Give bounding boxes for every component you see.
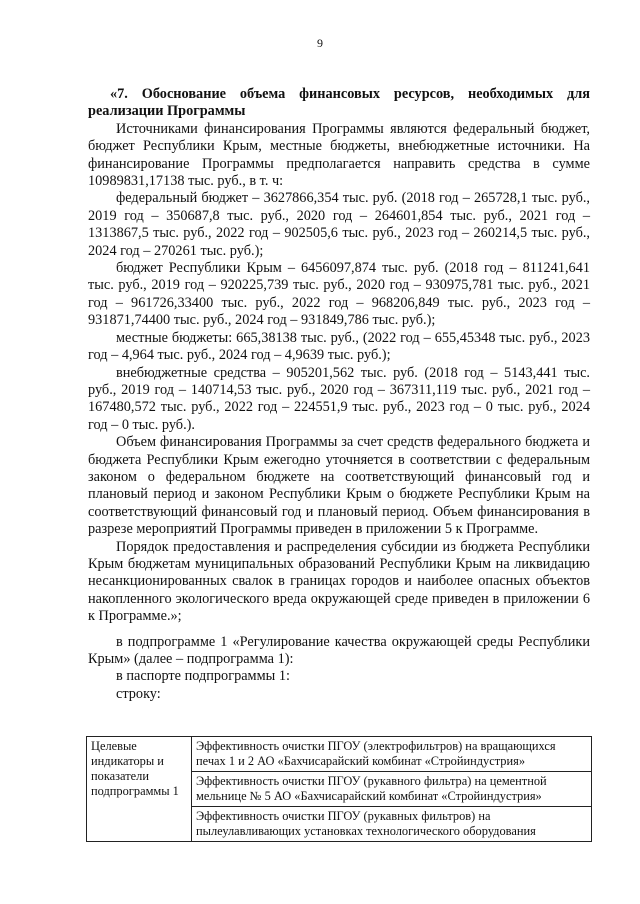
indicators-table [86,736,592,842]
section-heading: «7. Обоснование объема финансовых ресурсов, необходимых для реализации Программы [88,86,590,120]
page-number: 9 [317,36,323,50]
paragraph: федеральный бюджет – 3627866,354 тыс. руб. (2018 год – 265728,1 тыс. руб., 2019 год – 350687,8 тыс. руб., 2020 год – 264601,854 тыс. руб., 2021 год – 1313867,5 тыс. руб., 2022 год – 902505,6 тыс. руб., 2023 год – 260214,5 тыс. руб., 2024 год – 270261 тыс. руб.); [88,190,590,259]
paragraph: бюджет Республики Крым – 6456097,874 тыс. руб. (2018 год – 811241,641 тыс. руб., 2019 год – 920225,739 тыс. руб., 2020 год – 930975,781 тыс. руб., 2021 год – 961726,33400 тыс. руб., 2022 год – 968206,849 тыс. руб., 2023 год – 931871,74400 тыс. руб., 2024 год – 931849,786 тыс. руб.); [88,260,590,329]
table-cell: Эффективность очистки ПГОУ (электрофильтров) на вращающихся печах 1 и 2 АО «Бахчисарайский комбинат «Стройиндустрия» [192,737,592,772]
table-row [87,737,592,772]
paragraph: местные бюджеты: 665,38138 тыс. руб., (2022 год – 655,45348 тыс. руб., 2023 год – 4,964 тыс. руб., 2024 год – 4,9639 тыс. руб.); [88,329,590,364]
paragraph: Порядок предоставления и распределения субсидии из бюджета Республики Крым бюджетам муниципальных образований Республики Крым на ликвидацию несанкционированных свалок в границах городов и наиболее опасных объектов накопленного экологического вреда окружающей среде приведен в приложении 6 к Программе.»; [88,538,590,625]
table-label-cell: Целевые индикаторы и показатели подпрограммы 1 [87,737,192,842]
table-cell: Эффективность очистки ПГОУ (рукавных фильтров) на пылеулавливающих установках технологического оборудования [192,807,592,842]
paragraph: строку: [116,685,161,702]
paragraph: Объем финансирования Программы за счет средств федерального бюджета и бюджета Республики Крым ежегодно уточняется в соответствии с федеральным законом о федеральном бюджете на соответствующий финансовый год и плановый период и законом Республики Крым о бюджете Республики Крым на соответствующий финансовый год и плановый период. Объем финансирования в разрезе мероприятий Программы приведен в приложении 5 к Программе. [88,434,590,538]
paragraph: в паспорте подпрограммы 1: [116,668,290,685]
table-cell: Эффективность очистки ПГОУ (рукавного фильтра) на цементной мельнице № 5 АО «Бахчисарайский комбинат «Стройиндустрия» [192,772,592,807]
document-body [88,86,590,703]
paragraph-gap [88,626,590,634]
paragraph: в подпрограмме 1 «Регулирование качества окружающей среды Республики Крым» (далее – подпрограмма 1): [88,633,590,667]
paragraph: Источниками финансирования Программы являются федеральный бюджет, бюджет Республики Крым, местные бюджеты, внебюджетные источники. На финансирование Программы предполагается направить средства в сумме 10989831,17138 тыс. руб., в т. ч: [88,120,590,190]
paragraph: внебюджетные средства – 905201,562 тыс. руб. (2018 год – 5143,441 тыс. руб., 2019 год – 140714,53 тыс. руб., 2020 год – 367311,119 тыс. руб., 2021 год – 167480,572 тыс. руб., 2022 год – 224551,9 тыс. руб., 2023 год – 0 тыс. руб., 2024 год – 0 тыс. руб.). [88,364,590,433]
